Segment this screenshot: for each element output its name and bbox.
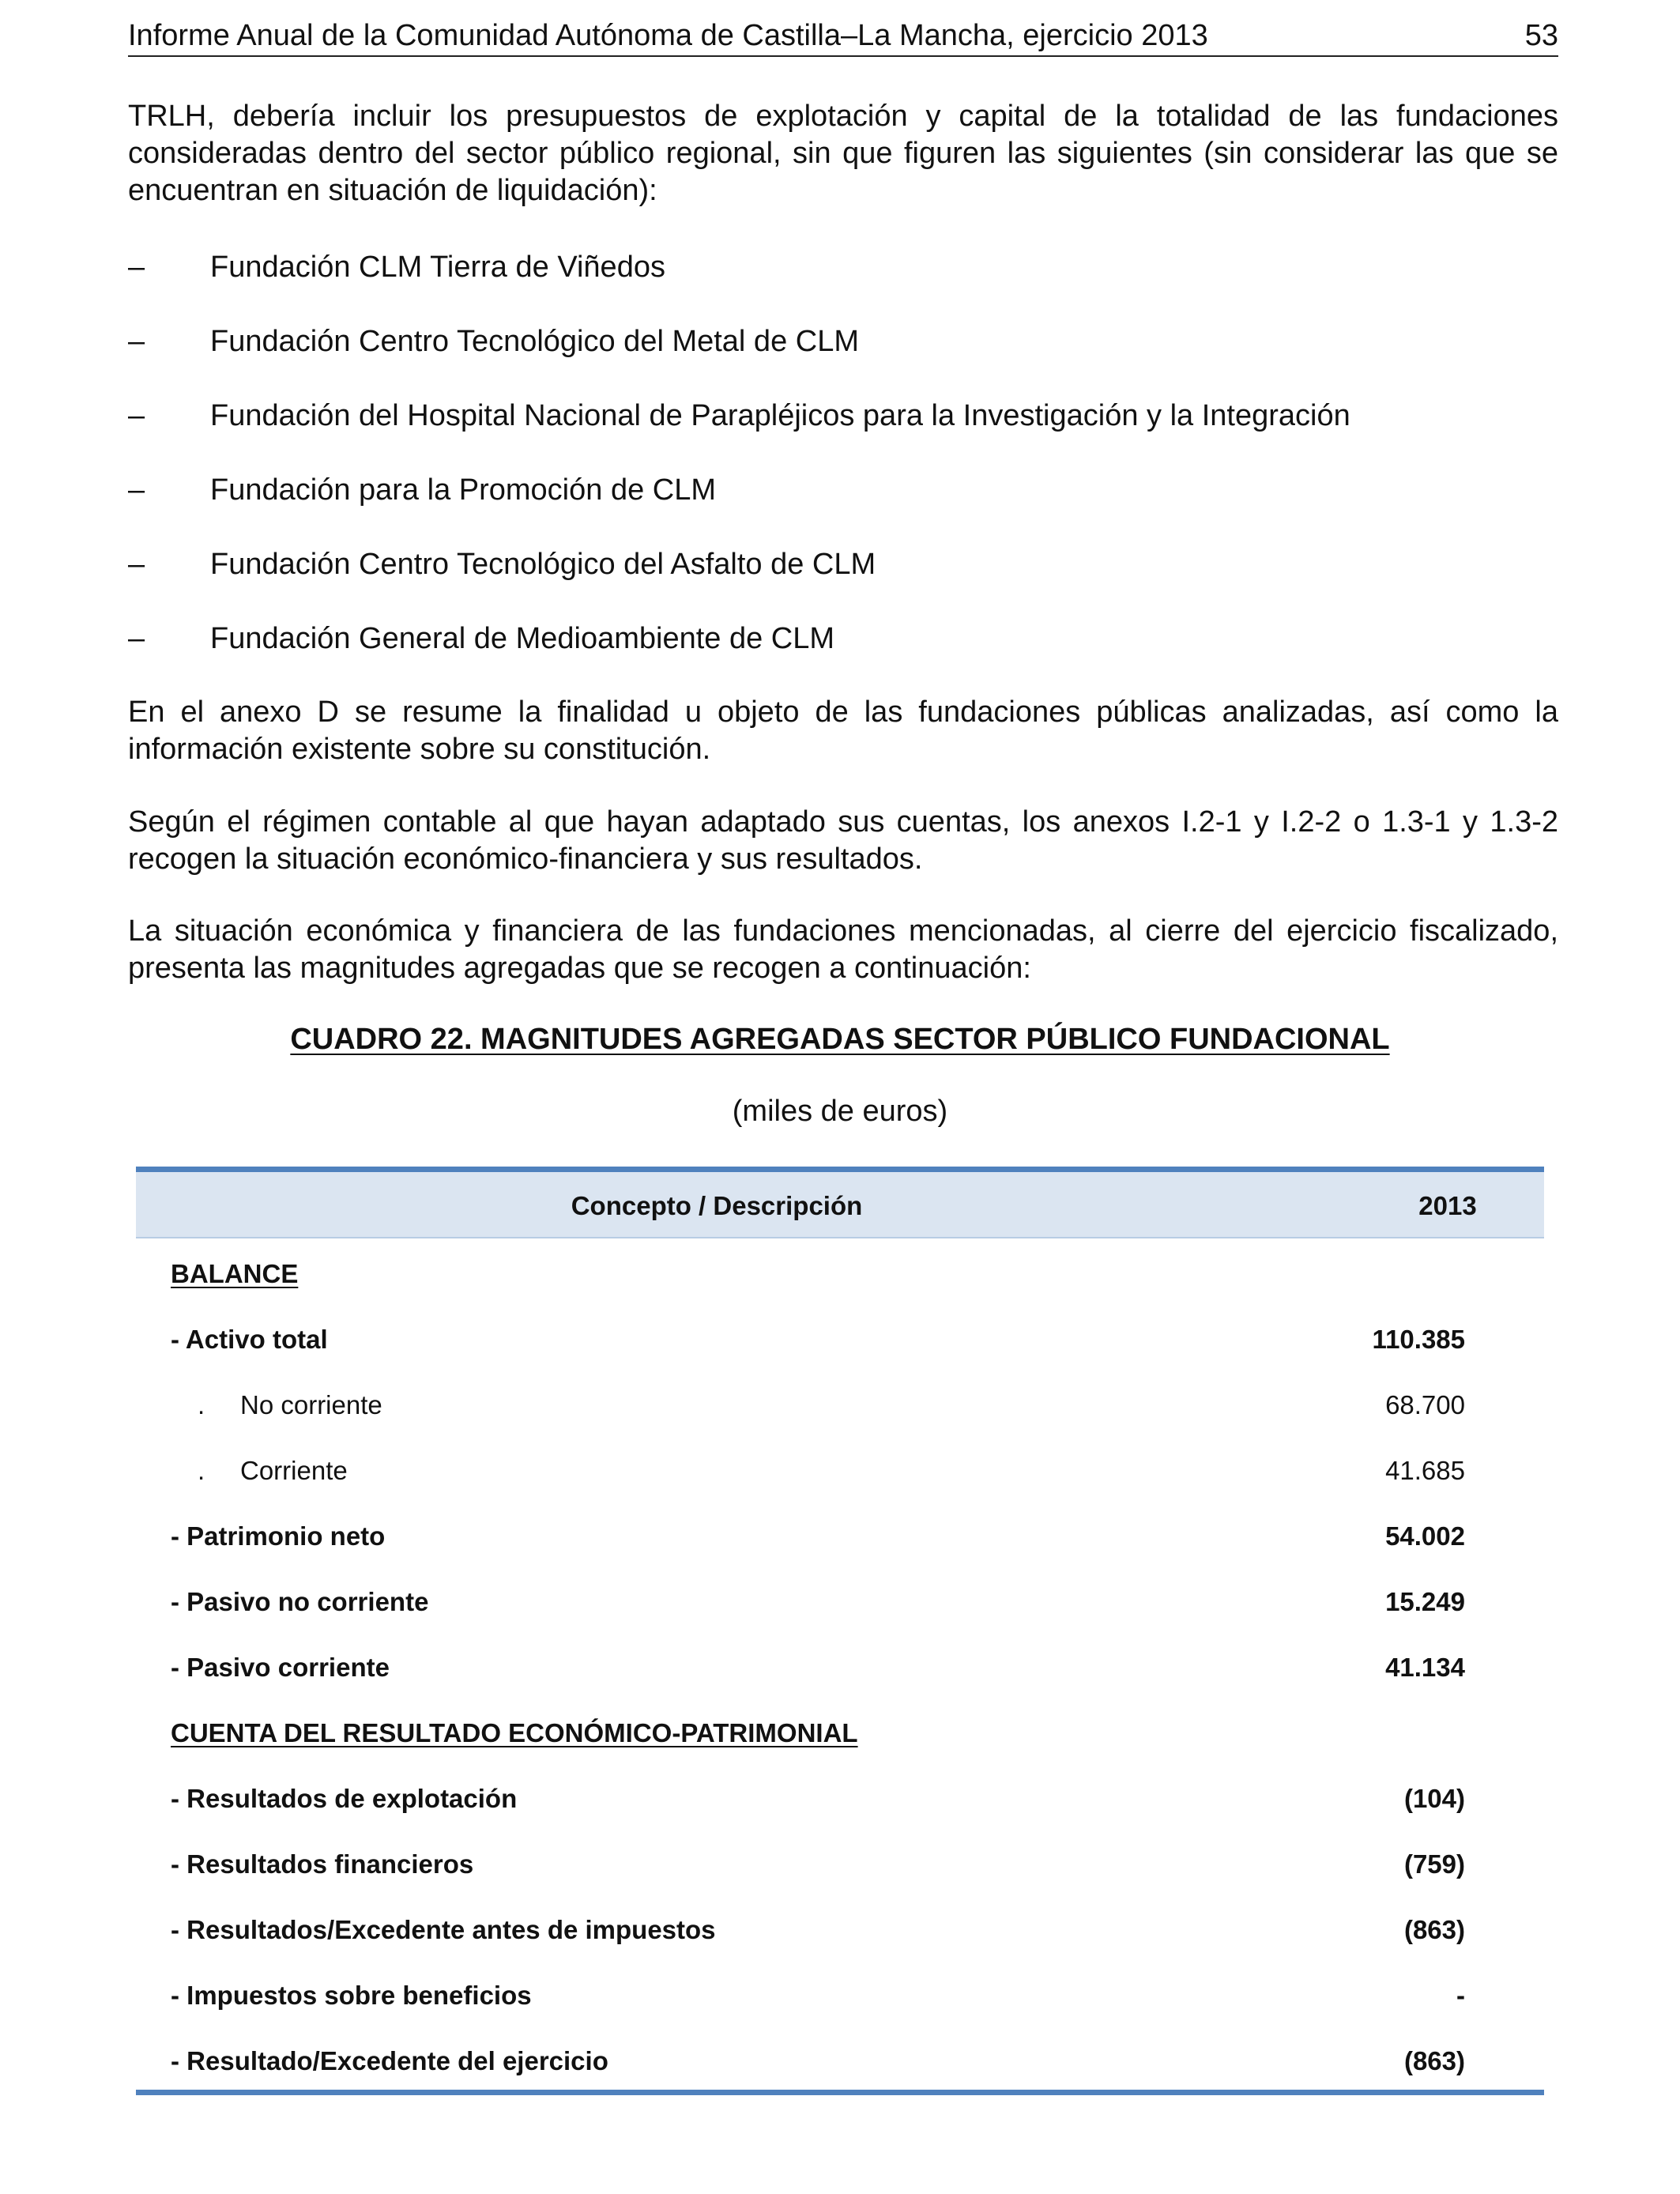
table-units: (miles de euros) xyxy=(732,1095,948,1128)
table-section-row xyxy=(136,1258,1544,1290)
page-number: 53 xyxy=(1524,19,1558,52)
bullet-dash: – xyxy=(128,399,145,432)
bullet-dash: – xyxy=(128,251,145,284)
row-label: - Activo total xyxy=(171,1325,328,1354)
paragraph-accounting: Según el régimen contable al que hayan adaptado sus cuentas, los anexos I.2-1 y I.2-2 o 1.3-1 y 1.3-2 recogen la situación económico-financiera y sus resultados. xyxy=(128,805,1558,876)
row-label: - Resultados/Excedente antes de impuestos xyxy=(171,1915,716,1944)
header-year: 2013 xyxy=(1418,1191,1477,1220)
row-value: 41.134 xyxy=(1385,1653,1465,1682)
row-marker: . xyxy=(198,1456,205,1485)
list-item-text: Fundación del Hospital Nacional de Parapléjicos para la Investigación y la Integración xyxy=(210,399,1350,432)
table-row xyxy=(136,1783,1544,1815)
table-row xyxy=(136,1980,1544,2011)
table-row xyxy=(136,1521,1544,1552)
bullet-dash: – xyxy=(128,548,145,581)
row-label: Corriente xyxy=(240,1456,348,1485)
row-value: (759) xyxy=(1403,1849,1465,1879)
row-value: 110.385 xyxy=(1372,1325,1465,1354)
table-row xyxy=(136,1586,1544,1618)
row-label: CUENTA DEL RESULTADO ECONÓMICO-PATRIMONIAL xyxy=(171,1718,858,1747)
row-label: - Patrimonio neto xyxy=(171,1521,386,1551)
row-value: 15.249 xyxy=(1385,1587,1465,1616)
row-value: 41.685 xyxy=(1385,1456,1465,1485)
row-value: - xyxy=(1456,1981,1465,2010)
list-item-text: Fundación para la Promoción de CLM xyxy=(210,473,717,507)
report-title: Informe Anual de la Comunidad Autónoma de Castilla–La Mancha, ejercicio 2013 xyxy=(128,19,1208,52)
table-bottom-rule xyxy=(136,2090,1544,2095)
row-value: (863) xyxy=(1403,2046,1465,2075)
bullet-dash: – xyxy=(128,325,145,358)
table-title-text: CUADRO 22. MAGNITUDES AGREGADAS SECTOR PÚBLICO FUNDACIONAL xyxy=(290,1023,1390,1056)
row-value: (863) xyxy=(1403,1915,1465,1944)
row-label: - Pasivo corriente xyxy=(171,1653,390,1682)
list-item-text: Fundación CLM Tierra de Viñedos xyxy=(210,251,665,284)
row-value: (104) xyxy=(1403,1784,1465,1813)
table-row xyxy=(136,1914,1544,1946)
list-item-text: Fundación Centro Tecnológico del Asfalto de CLM xyxy=(210,548,876,581)
paragraph-annex: En el anexo D se resume la finalidad u objeto de las fundaciones públicas analizadas, así como la información existente sobre su constitución. xyxy=(128,696,1558,766)
row-label: - Resultados financieros xyxy=(171,1849,474,1879)
bullet-dash: – xyxy=(128,622,145,655)
page-header xyxy=(128,17,1558,57)
table-header xyxy=(136,1172,1544,1238)
table-section-row xyxy=(136,1717,1544,1749)
row-label: - Impuestos sobre beneficios xyxy=(171,1981,532,2010)
row-value: 54.002 xyxy=(1385,1521,1465,1551)
row-label: - Pasivo no corriente xyxy=(171,1587,429,1616)
list-item-text: Fundación Centro Tecnológico del Metal de CLM xyxy=(210,325,859,358)
row-marker: . xyxy=(198,1390,205,1419)
intro-paragraph: TRLH, debería incluir los presupuestos de explotación y capital de la totalidad de las fundaciones consideradas dentro del sector público regional, sin que figuren las siguientes (sin considerar las que se encuentran en situación de liquidación): xyxy=(128,100,1558,207)
table-row xyxy=(136,1324,1544,1355)
row-value: 68.700 xyxy=(1385,1390,1465,1419)
table-top-rule xyxy=(136,1167,1544,1172)
table-row xyxy=(136,2045,1544,2077)
row-label: - Resultados de explotación xyxy=(171,1784,518,1813)
header-concept: Concepto / Descripción xyxy=(571,1191,863,1220)
row-label: No corriente xyxy=(240,1390,382,1419)
paragraph-situation: La situación económica y financiera de las fundaciones mencionadas, al cierre del ejercicio fiscalizado, presenta las magnitudes agregadas que se recogen a continuación: xyxy=(128,914,1558,985)
row-label: - Resultado/Excedente del ejercicio xyxy=(171,2046,608,2075)
table-row xyxy=(136,1849,1544,1880)
table-title xyxy=(0,1021,1680,1057)
table-row xyxy=(136,1652,1544,1683)
list-item-text: Fundación General de Medioambiente de CLM xyxy=(210,622,835,655)
table-row xyxy=(136,1455,1544,1487)
row-label: BALANCE xyxy=(171,1259,299,1288)
bullet-dash: – xyxy=(128,473,145,507)
table-row xyxy=(136,1389,1544,1421)
